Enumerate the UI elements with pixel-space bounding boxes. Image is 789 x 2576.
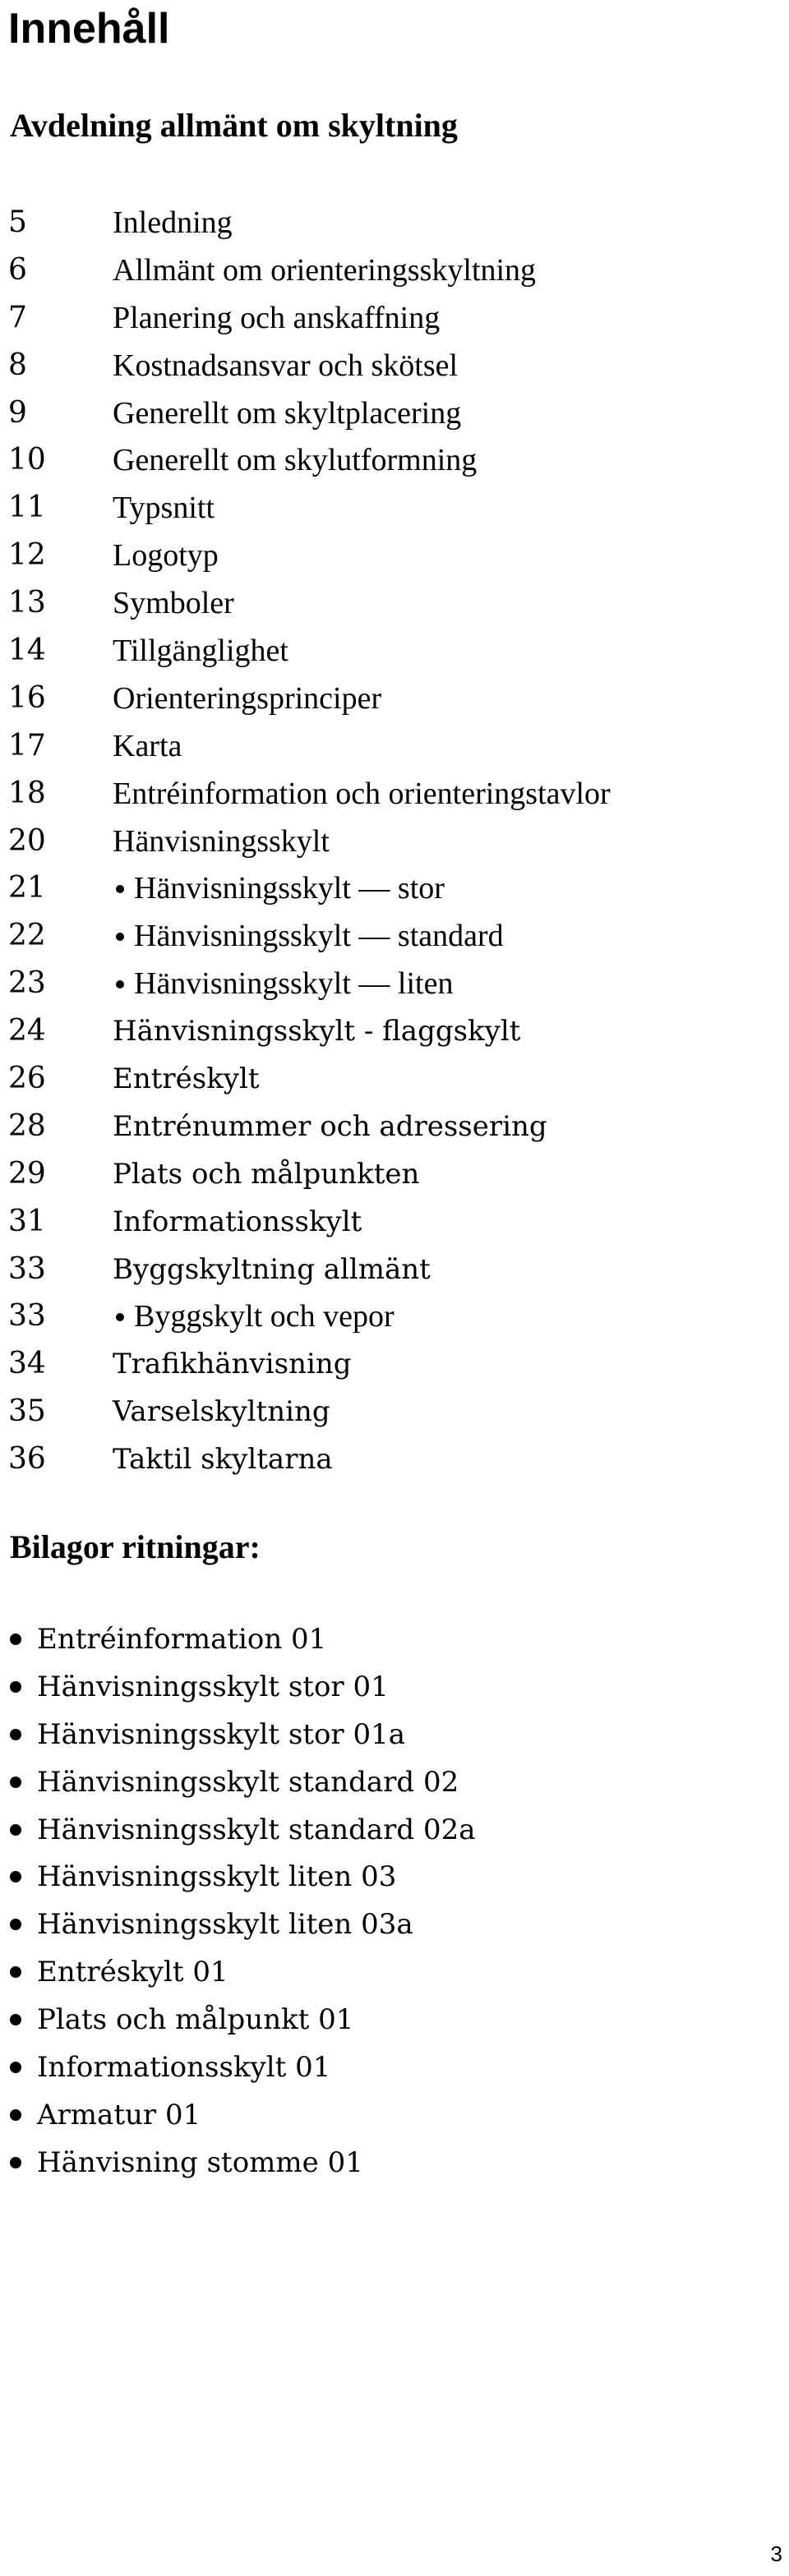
toc-entry-label [113, 1106, 547, 1147]
toc-entry [0, 440, 789, 487]
toc-entry [0, 1011, 789, 1058]
toc-entry-text: Taktil skyltarna [113, 1443, 333, 1477]
toc-entry-label [113, 202, 233, 243]
toc-entry-label [113, 1439, 333, 1480]
toc-entry-text: Entrénummer och adressering [113, 1109, 547, 1143]
toc-entry [0, 821, 789, 869]
toc-entry-label [113, 630, 288, 671]
bullet-icon [116, 885, 124, 893]
toc-entry-text: Plats och målpunkten [113, 1157, 420, 1191]
toc-entry-label [113, 250, 536, 291]
toc-page-number: 18 [8, 776, 46, 810]
toc-entry-text: Byggskyltning allmänt [113, 1252, 431, 1286]
toc-entry [0, 1154, 789, 1201]
toc-entry [0, 297, 789, 345]
toc-page-number: 7 [8, 300, 27, 334]
bullet-icon [10, 2014, 21, 2025]
toc-entry [0, 1296, 789, 1343]
bilaga-item [0, 2094, 789, 2142]
bilaga-label: Armatur 01 [37, 2098, 201, 2131]
bilaga-label: Informationsskylt 01 [37, 2051, 331, 2085]
bullet-icon [116, 1313, 124, 1321]
toc-entry-text: Orienteringsprinciper [113, 680, 382, 716]
toc-entry [0, 1201, 789, 1249]
toc-entry [0, 630, 789, 678]
toc-page-number: 34 [8, 1347, 46, 1381]
toc-entry [0, 583, 789, 630]
toc-entry-text: Tillgänglighet [113, 634, 288, 669]
toc-entry-text: Hänvisningsskylt — liten [134, 966, 454, 1002]
bullet-icon [10, 1966, 21, 1978]
toc-entry [0, 726, 789, 773]
toc-entry-text: Entréinformation och orienteringstavlor [113, 776, 611, 811]
toc-entry-label [113, 963, 453, 1004]
toc-page-number: 14 [8, 634, 46, 668]
toc-page-number: 33 [8, 1251, 46, 1286]
bilaga-label: Hänvisningsskylt liten 03a [37, 1908, 413, 1942]
toc-entry-text: Symboler [113, 586, 234, 621]
toc-page-number: 24 [8, 1014, 46, 1048]
toc-page-number: 12 [8, 538, 46, 573]
toc-entry-label [113, 345, 458, 386]
toc-entry-label [113, 868, 445, 909]
bilaga-label: Hänvisningsskylt stor 01 [37, 1670, 389, 1703]
bullet-icon [10, 2157, 21, 2168]
bilaga-label: Entréinformation 01 [37, 1623, 327, 1656]
toc-entry-text: Byggskylt och vepor [134, 1299, 394, 1334]
toc-entry-text: Planering och anskaffning [113, 300, 441, 335]
bilagor-list [0, 1619, 789, 2190]
toc-entry-text: Inledning [113, 205, 233, 240]
toc-entry [0, 1249, 789, 1297]
toc-entry [0, 345, 789, 393]
toc-entry-label [113, 1058, 260, 1099]
bilaga-item [0, 1714, 789, 1762]
toc-entry [0, 868, 789, 915]
toc-entry [0, 1343, 789, 1391]
bullet-icon [10, 2109, 21, 2121]
toc-page-number: 31 [8, 1204, 46, 1238]
toc-entry [0, 487, 789, 535]
toc-entry-label [113, 393, 461, 434]
toc-page-number: 17 [8, 728, 46, 763]
bilaga-label: Hänvisningsskylt standard 02a [37, 1813, 476, 1846]
toc-entry-label [113, 1154, 419, 1195]
toc-entry [0, 1391, 789, 1439]
toc-entry-text: Kostnadsansvar och skötsel [113, 348, 459, 383]
bilaga-item [0, 1762, 789, 1809]
toc-page-number: 6 [8, 252, 27, 287]
bilaga-label: Plats och målpunkt 01 [37, 2003, 354, 2037]
toc-page-number: 23 [8, 966, 46, 1001]
toc-entry-label [113, 1201, 362, 1242]
toc-entry [0, 915, 789, 963]
toc-page-number: 35 [8, 1394, 46, 1429]
table-of-contents [0, 202, 789, 1486]
toc-page-number: 26 [8, 1062, 46, 1096]
toc-entry-text: Trafikhänvisning [113, 1348, 352, 1381]
toc-entry-label [113, 440, 477, 481]
bilaga-item [0, 1952, 789, 1999]
toc-entry [0, 535, 789, 583]
bilaga-item [0, 1619, 789, 1666]
page-number: 3 [770, 2541, 782, 2566]
toc-entry-label [113, 915, 504, 956]
toc-entry [0, 773, 789, 821]
toc-entry-label [113, 297, 440, 339]
toc-page-number: 5 [8, 205, 27, 239]
toc-entry-text: Generellt om skylutformning [113, 443, 478, 478]
toc-page-number: 10 [8, 443, 46, 477]
toc-entry-text: Hänvisningsskylt — standard [134, 919, 504, 954]
toc-entry-label [113, 1011, 520, 1052]
bilaga-item [0, 2142, 789, 2190]
section-heading-bilagor: Bilagor ritningar: [10, 1528, 261, 1565]
toc-entry [0, 202, 789, 250]
toc-entry-label [113, 1343, 352, 1385]
toc-entry [0, 1439, 789, 1486]
toc-entry-label [113, 535, 219, 576]
toc-entry-label [113, 726, 182, 767]
toc-entry-label [113, 1296, 394, 1337]
page-title: Innehåll [8, 5, 170, 53]
toc-entry-text: Varselskyltning [113, 1395, 330, 1429]
toc-entry-label [113, 773, 611, 814]
bilaga-item [0, 1666, 789, 1714]
toc-page-number: 33 [8, 1299, 46, 1334]
toc-entry-label [113, 583, 234, 624]
bullet-icon [10, 1634, 21, 1645]
toc-page-number: 36 [8, 1442, 46, 1477]
toc-entry-text: Informationsskylt [113, 1205, 362, 1238]
toc-entry-label [113, 821, 330, 862]
bullet-icon [10, 1729, 21, 1740]
bilaga-item [0, 2047, 789, 2094]
toc-page-number: 22 [8, 919, 46, 953]
bullet-icon [10, 1871, 21, 1882]
toc-entry-text: Entréskylt [113, 1062, 260, 1096]
bullet-icon [10, 1776, 21, 1788]
bilaga-item [0, 1856, 789, 1904]
toc-entry [0, 678, 789, 726]
toc-entry [0, 963, 789, 1011]
bilaga-item [0, 1809, 789, 1857]
bullet-icon [10, 2062, 21, 2073]
toc-entry-label [113, 487, 215, 528]
toc-entry-text: Hänvisningsskylt [113, 823, 330, 859]
bilaga-item [0, 1999, 789, 2047]
section-heading-avdelning: Avdelning allmänt om skyltning [10, 107, 458, 144]
toc-entry-label [113, 1249, 431, 1290]
bullet-icon [10, 1681, 21, 1693]
bilaga-label: Hänvisningsskylt stor 01a [37, 1717, 406, 1751]
toc-entry-text: Hänvisningsskylt — stor [134, 871, 445, 906]
toc-page-number: 20 [8, 823, 46, 858]
toc-page-number: 29 [8, 1156, 46, 1191]
bullet-icon [116, 980, 124, 988]
bullet-icon [116, 933, 124, 941]
bilaga-item [0, 1904, 789, 1952]
toc-page-number: 13 [8, 586, 46, 620]
toc-entry [0, 393, 789, 440]
bilaga-label: Hänvisningsskylt standard 02 [37, 1765, 459, 1799]
toc-entry-text: Typsnitt [113, 491, 215, 526]
bullet-icon [10, 1824, 21, 1836]
toc-page-number: 9 [8, 395, 27, 430]
toc-entry-text: Hänvisningsskylt - flaggskylt [113, 1015, 521, 1048]
toc-entry-text: Karta [113, 728, 182, 763]
bilaga-label: Entréskylt 01 [37, 1956, 228, 1989]
toc-entry [0, 1058, 789, 1106]
bilaga-label: Hänvisning stomme 01 [37, 2145, 363, 2179]
toc-entry-text: Generellt om skyltplacering [113, 395, 462, 431]
bilaga-label: Hänvisningsskylt liten 03 [37, 1860, 397, 1894]
toc-page-number: 21 [8, 871, 46, 906]
toc-entry-text: Logotyp [113, 538, 219, 574]
toc-entry [0, 1106, 789, 1154]
toc-entry-label [113, 1391, 330, 1432]
toc-entry [0, 250, 789, 297]
bullet-icon [10, 1919, 21, 1930]
toc-entry-label [113, 678, 381, 719]
toc-page-number: 11 [8, 491, 46, 525]
toc-page-number: 8 [8, 348, 27, 382]
toc-entry-text: Allmänt om orienteringsskyltning [113, 252, 537, 288]
toc-page-number: 28 [8, 1108, 46, 1143]
toc-page-number: 16 [8, 680, 46, 715]
